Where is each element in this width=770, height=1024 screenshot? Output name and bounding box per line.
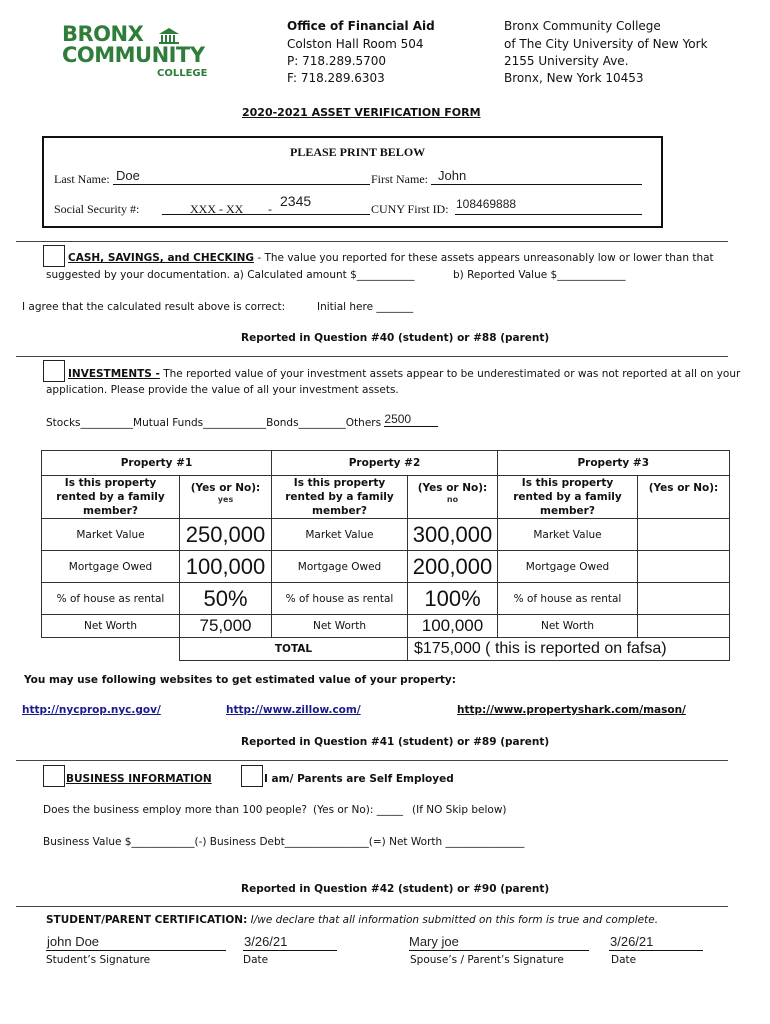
office-fax: F: 718.289.6303: [287, 71, 385, 85]
property-1-yes-no[interactable]: [180, 476, 272, 519]
investments-checkbox[interactable]: [43, 360, 65, 382]
investments-title: INVESTMENTS -: [68, 368, 160, 380]
link-zillow[interactable]: http://www.zillow.com/: [226, 704, 361, 716]
property-1-mortgage-label: Mortgage Owed: [42, 551, 180, 583]
business-checkbox[interactable]: [43, 765, 65, 787]
property-2-net-value[interactable]: 100,000: [408, 615, 498, 638]
link-nycprop[interactable]: http://nycprop.nyc.gov/: [22, 704, 161, 716]
certification-label: STUDENT/PARENT CERTIFICATION:: [46, 914, 248, 926]
websites-question-ref: Reported in Question #41 (student) or #89 (parent): [241, 736, 550, 748]
student-signature-label: Student’s Signature: [46, 954, 151, 966]
property-3-rental-value[interactable]: [638, 583, 730, 615]
business-question-ref: Reported in Question #42 (student) or #90 (parent): [241, 883, 550, 895]
websites-intro: You may use following websites to get estimated value of your property:: [24, 674, 456, 686]
business-employ-question: Does the business employ more than 100 people?: [43, 804, 307, 816]
total-spacer: [42, 638, 180, 661]
parent-date: 3/26/21: [610, 934, 654, 949]
property-2-rental-value[interactable]: 100%: [408, 583, 498, 615]
property-2-header: Property #2: [272, 451, 498, 476]
first-name-field[interactable]: [431, 184, 642, 185]
cuny-id-field[interactable]: [455, 214, 642, 215]
property-2-mortgage-value[interactable]: 200,000: [408, 551, 498, 583]
parent-date-label: Date: [611, 954, 637, 966]
office-room: Colston Hall Room 504: [287, 37, 424, 51]
property-3-header: Property #3: [498, 451, 730, 476]
divider-cash: [16, 241, 728, 242]
property-2-rented-question: Is this property rented by a family member?: [272, 476, 408, 519]
divider-business: [16, 760, 728, 761]
property-2-net-label: Net Worth: [272, 615, 408, 638]
property-1-rental-value[interactable]: 50%: [180, 583, 272, 615]
parent-signature: Mary joe: [409, 934, 459, 949]
parent-date-line[interactable]: [609, 950, 703, 951]
property-1-rental-label: % of house as rental: [42, 583, 180, 615]
logo-line-3: COLLEGE: [157, 68, 208, 79]
logo-line-2: COMMUNITY: [62, 43, 205, 67]
office-title: Office of Financial Aid: [287, 19, 435, 33]
parent-signature-label: Spouse’s / Parent’s Signature: [410, 954, 564, 966]
property-1-market-label: Market Value: [42, 519, 180, 551]
cash-initial[interactable]: Initial here _______: [317, 301, 414, 313]
cash-question-ref: Reported in Question #40 (student) or #88 (parent): [241, 332, 550, 344]
student-date-line[interactable]: [243, 950, 337, 951]
property-3-mortgage-value[interactable]: [638, 551, 730, 583]
cash-title: CASH, SAVINGS, and CHECKING: [68, 252, 255, 264]
link-propertyshark[interactable]: http://www.propertyshark.com/mason/: [457, 704, 686, 716]
parent-signature-line[interactable]: [409, 950, 589, 951]
student-date: 3/26/21: [244, 934, 288, 949]
property-2-yes-no[interactable]: [408, 476, 498, 519]
divider-certification: [16, 906, 728, 907]
investments-text: [68, 368, 740, 380]
cuny-id-value: 108469888: [456, 197, 517, 211]
property-2-market-label: Market Value: [272, 519, 408, 551]
first-name-value: John: [438, 168, 467, 183]
last-name-value: Doe: [116, 168, 140, 183]
property-1-rented-question: Is this property rented by a family member?: [42, 476, 180, 519]
property-1-header: Property #1: [42, 451, 272, 476]
business-yes-no[interactable]: (Yes or No): _____: [313, 804, 403, 816]
property-table: [41, 450, 730, 661]
property-2-yes-no-value: no: [446, 495, 459, 504]
business-skip: (If NO Skip below): [412, 804, 507, 816]
property-2-rental-label: % of house as rental: [272, 583, 408, 615]
property-1-yes-no-label: (Yes or No):: [190, 482, 261, 494]
property-3-mortgage-label: Mortgage Owed: [498, 551, 638, 583]
property-1-yes-no-value: yes: [217, 495, 234, 504]
cash-agree: I agree that the calculated result above is correct:: [22, 301, 286, 313]
form-title: 2020-2021 ASSET VERIFICATION FORM: [242, 106, 481, 119]
cuny-id-label: CUNY First ID:: [371, 202, 449, 216]
business-title: BUSINESS INFORMATION: [66, 773, 212, 785]
last-name-field[interactable]: [113, 184, 370, 185]
logo-building-icon: [158, 28, 180, 44]
property-1-mortgage-value[interactable]: 100,000: [180, 551, 272, 583]
certification-statement: I/we declare that all information submitted on this form is true and complete.: [247, 914, 659, 926]
property-3-rental-label: % of house as rental: [498, 583, 638, 615]
cash-calculated: suggested by your documentation. a) Calculated amount $___________: [46, 269, 415, 281]
self-employed-checkbox[interactable]: [241, 765, 263, 787]
property-3-net-value[interactable]: [638, 615, 730, 638]
divider-investments: [16, 356, 728, 357]
office-phone: P: 718.289.5700: [287, 54, 387, 68]
student-signature: john Doe: [47, 934, 100, 949]
logo-line-1: BRONX: [62, 22, 144, 46]
ssn-label: Social Security #:: [54, 202, 140, 216]
total-label: TOTAL: [180, 638, 408, 661]
ssn-dash: -: [268, 202, 272, 216]
property-3-net-label: Net Worth: [498, 615, 638, 638]
cash-reported: b) Reported Value $_____________: [453, 269, 626, 281]
property-1-net-label: Net Worth: [42, 615, 180, 638]
cash-text: [68, 252, 714, 264]
print-box-heading: PLEASE PRINT BELOW: [290, 145, 426, 159]
college-city: Bronx, New York 10453: [504, 71, 644, 85]
investments-fields: [46, 412, 438, 430]
property-3-market-label: Market Value: [498, 519, 638, 551]
cash-checkbox[interactable]: [43, 245, 65, 267]
property-3-market-value[interactable]: [638, 519, 730, 551]
property-3-yes-no-label: (Yes or No):: [648, 482, 719, 494]
property-1-market-value[interactable]: 250,000: [180, 519, 272, 551]
ssn-value: 2345: [280, 193, 312, 209]
business-value-line[interactable]: Business Value $____________(-) Business Debt________________(=) Net Worth _______________: [43, 836, 525, 848]
self-employed-label: I am/ Parents are Self Employed: [264, 773, 454, 785]
property-1-net-value[interactable]: 75,000: [180, 615, 272, 638]
property-3-yes-no[interactable]: [638, 476, 730, 519]
student-signature-line[interactable]: [46, 950, 226, 951]
college-name: Bronx Community College: [504, 19, 661, 33]
investments-description: The reported value of your investment assets appear to be underestimated or was not reported at all on your: [159, 368, 741, 380]
college-affiliation: of The City University of New York: [504, 37, 708, 51]
property-2-yes-no-label: (Yes or No):: [417, 482, 488, 494]
college-street: 2155 University Ave.: [504, 54, 629, 68]
others-value: 2500: [384, 412, 438, 427]
last-name-label: Last Name:: [54, 172, 110, 186]
property-3-rented-question: Is this property rented by a family member?: [498, 476, 638, 519]
cash-description: - The value you reported for these assets appears unreasonably low or lower than that: [254, 252, 714, 264]
college-logo: [62, 22, 222, 86]
first-name-label: First Name:: [371, 172, 428, 186]
certification-text: [46, 914, 658, 926]
property-2-market-value[interactable]: 300,000: [408, 519, 498, 551]
student-date-label: Date: [243, 954, 269, 966]
ssn-prefix: XXX - XX: [190, 202, 244, 216]
investments-stocks-line[interactable]: Stocks__________Mutual Funds____________Bonds_________Others: [46, 417, 385, 429]
investments-line2: application. Please provide the value of all your investment assets.: [46, 384, 399, 396]
property-2-mortgage-label: Mortgage Owed: [272, 551, 408, 583]
total-value[interactable]: $175,000 ( this is reported on fafsa): [408, 638, 730, 661]
